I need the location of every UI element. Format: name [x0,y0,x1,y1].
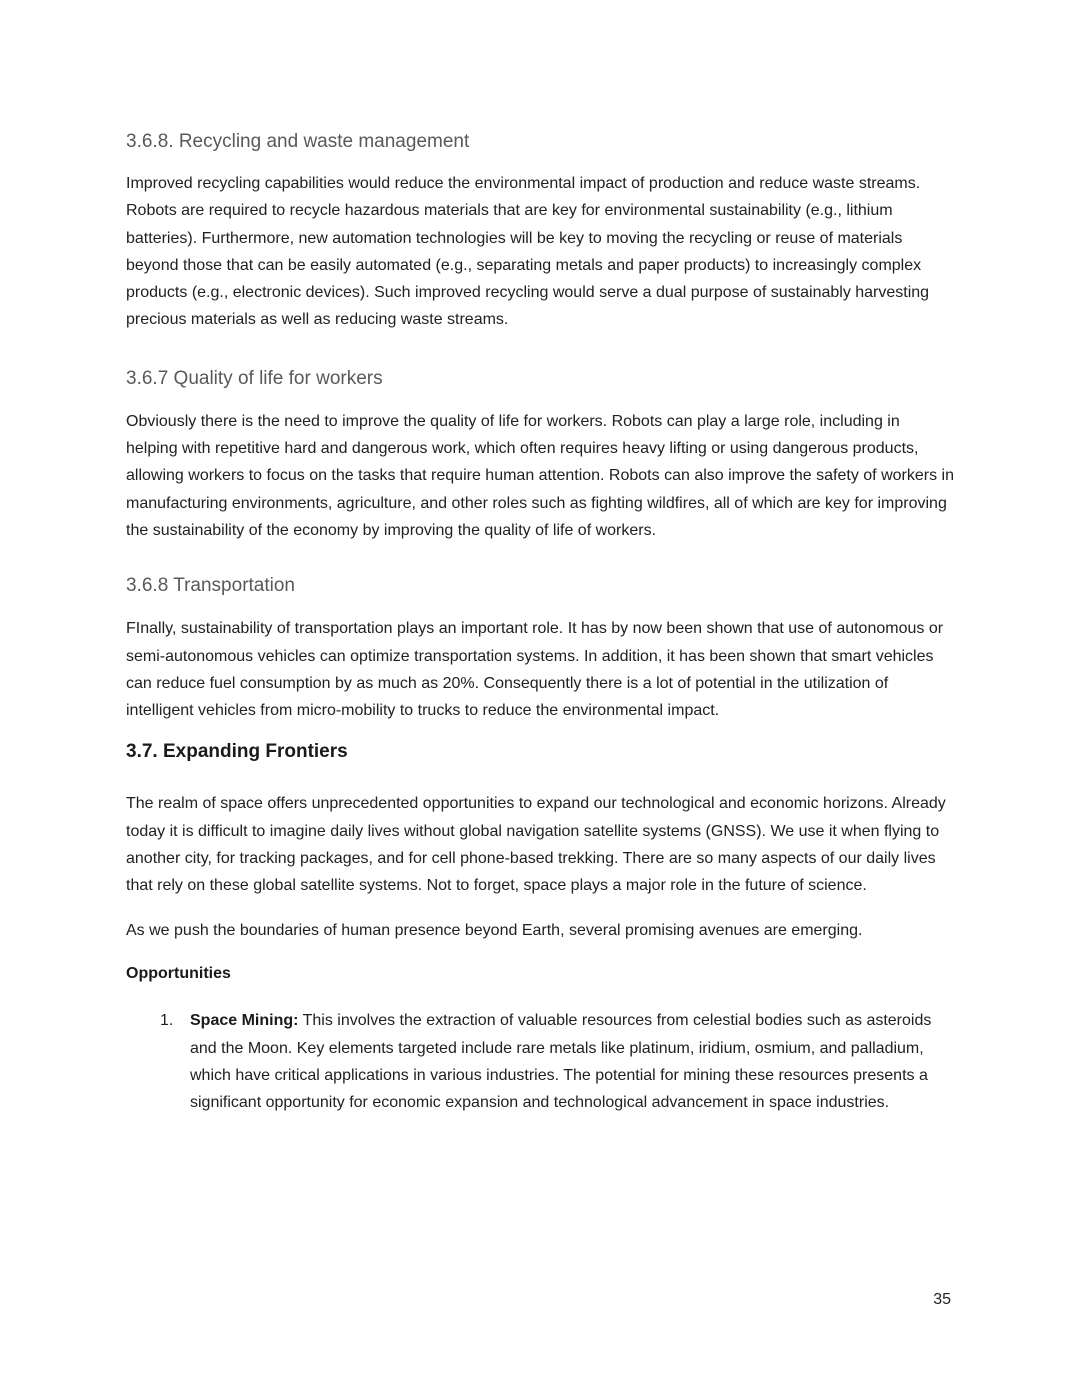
section-heading-recycling: 3.6.8. Recycling and waste management [126,131,470,152]
page-number: 35 [933,1291,951,1308]
paragraph-recycling: Improved recycling capabilities would reduce the environmental impact of production and reduce waste streams. Robots are required to recycle hazardous materials that are key for environmental sustainability (e.g., lithium batteries). Furthermore, new automation technologies will be key to moving the recycling or reuse of materials beyond those that can be easily automated (e.g., separating metals and paper products) to increasingly complex products (e.g., electronic devices). Such improved recycling would serve a dual purpose of sustainably harvesting precious materials as well as reducing waste streams. [126,175,930,329]
paragraph-quality-of-life: Obviously there is the need to improve the quality of life for workers. Robots can play a large role, including in helping with repetitive hard and dangerous work, which often requires heavy lifting or using dangerous products, allowing workers to focus on the tasks that require human attention. Robots can also improve the safety of workers in manufacturing environments, agriculture, and other roles such as fighting wildfires, all of which are key for improving the sustainability of the economy by improving the quality of life of workers. [126,412,954,539]
list-item-space-mining [126,1007,954,1116]
paragraph-beyond-earth: As we push the boundaries of human presence beyond Earth, several promising avenues are emerging. [126,921,863,939]
list-item-number: 1. [160,1012,174,1030]
page-content [126,131,954,1116]
list-item-term: Space Mining: [190,1012,299,1030]
list-item-text [190,1007,954,1116]
list-item-description: This involves the extraction of valuable resources from celestial bodies such as asteroids and the Moon. Key elements targeted include rare metals like platinum, iridium, osmium, and palladium, which have critical applications in various industries. The potential for mining these resources presents a significant opportunity for economic expansion and technological advancement in space industries. [190,1012,932,1112]
paragraph-expanding-frontiers: The realm of space offers unprecedented opportunities to expand our technological and economic horizons. Already today it is difficult to imagine daily lives without global navigation satellite systems (GNSS). We use it when flying to another city, for tracking packages, and for cell phone-based trekking. There are so many aspects of our daily lives that rely on these global satellite systems. Not to forget, space plays a major role in the future of science. [126,795,946,895]
opportunities-label: Opportunities [126,964,231,982]
paragraph-transportation: FInally, sustainability of transportation plays an important role. It has by now been shown that use of autonomous or semi-autonomous vehicles can optimize transportation systems. In addition, it has been shown that smart vehicles can reduce fuel consumption by as much as 20%. Consequently there is a lot of potential in the utilization of intelligent vehicles from micro-mobility to trucks to reduce the environmental impact. [126,620,944,720]
section-heading-transportation: 3.6.8 Transportation [126,575,295,597]
section-heading-quality-of-life: 3.6.7 Quality of life for workers [126,367,383,389]
section-heading-expanding-frontiers: 3.7. Expanding Frontiers [126,741,348,763]
opportunities-list [126,1007,954,1116]
